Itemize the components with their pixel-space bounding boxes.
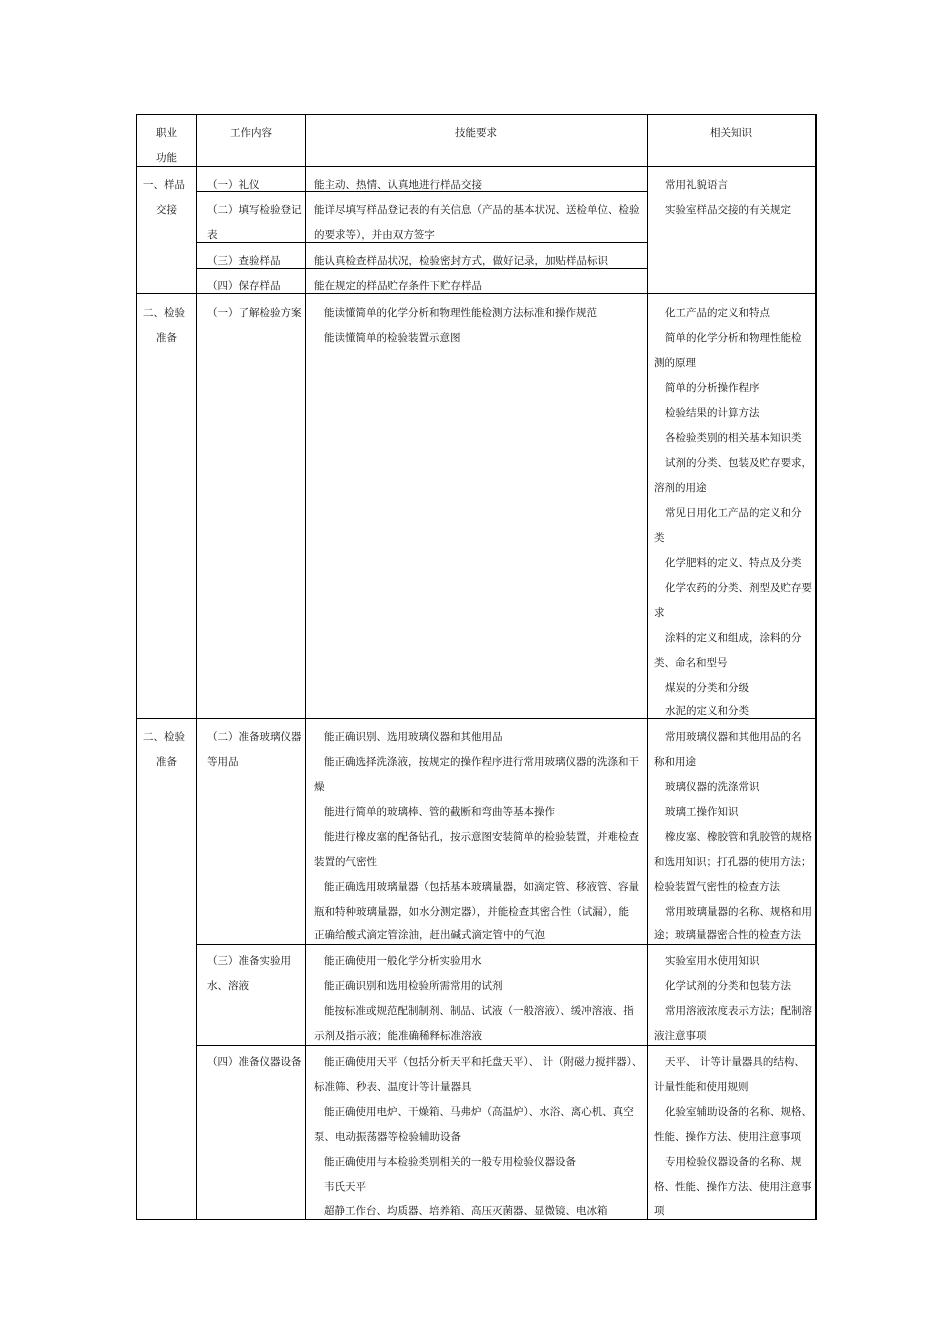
- header-function-line2: 功能: [156, 152, 177, 164]
- s1-work-item: （一）礼仪: [207, 179, 260, 191]
- header-function-line1: 职业: [156, 127, 177, 139]
- s3-r1-knowledge-line: 称和用途: [654, 756, 696, 768]
- s3-r1-knowledge-line: 常用玻璃仪器和其他用品的名: [665, 731, 802, 743]
- s2-knowledge-line: 溶剂的用途: [654, 482, 707, 494]
- skills-table: [136, 114, 817, 1220]
- s1-function-line2: 交接: [156, 204, 177, 216]
- s3-r3-knowledge-line: 专用检验仪器设备的名称、规: [665, 1156, 802, 1168]
- col-divider-2: [305, 115, 306, 1219]
- s2-function-line2: 准备: [156, 332, 177, 344]
- s3-r1-work-item: （二）准备玻璃仪器: [207, 731, 302, 743]
- s2-knowledge-line: 常见日用化工产品的定义和分: [665, 507, 802, 519]
- s1-knowledge-line: 实验室样品交接的有关规定: [665, 204, 791, 216]
- header-skill-requirements: 技能要求: [455, 127, 497, 139]
- s3-r1-knowledge-line: 和选用知识；打孔器的使用方法；: [654, 856, 812, 868]
- header-work-content: 工作内容: [230, 127, 272, 139]
- s3-r1-skill-line: 能进行橡皮塞的配备钻孔，按示意图安装简单的检验装置，并难检查: [324, 831, 639, 843]
- s1-work-item: （二）填写检验登记: [207, 204, 302, 216]
- s3-r1-skill-line: 燥: [314, 781, 325, 793]
- s3-r1-knowledge-line: 玻璃工操作知识: [665, 806, 739, 818]
- s2-knowledge-line: 类: [654, 532, 665, 544]
- s1-knowledge-line: 常用礼貌语言: [665, 179, 728, 191]
- s2-skill-line: 能读懂简单的化学分析和物理性能检测方法标准和操作规范: [324, 307, 597, 319]
- s3-r3-knowledge-line: 天平、 计等计量器具的结构、: [665, 1056, 805, 1068]
- s2-knowledge-line: 涂料的定义和组成，涂料的分: [665, 632, 802, 644]
- s3-r2-knowledge-line: 实验室用水使用知识: [665, 955, 760, 967]
- s2-knowledge-line: 试剂的分类、包装及贮存要求，: [665, 457, 812, 469]
- col-divider-3: [647, 115, 648, 1219]
- s3-r2-work-item: 水、溶液: [207, 980, 249, 992]
- s1-skill-line: 能认真检查样品状况，检验密封方式，做好记录，加贴样品标识: [314, 255, 608, 267]
- header-bottom-line: [137, 166, 815, 167]
- s2-knowledge-line: 简单的分析操作程序: [665, 382, 760, 394]
- s3-r2-knowledge-line: 化学试剂的分类和包装方法: [665, 980, 791, 992]
- s3-r1-work-item: 等用品: [207, 756, 239, 768]
- s3-r3-knowledge-line: 化验室辅助设备的名称、规格、: [665, 1106, 812, 1118]
- s3-r2-skill-line: 能按标准或规范配制制剂、制品、试液（一般溶液）、缓冲溶液、指: [324, 1005, 634, 1017]
- s3-r3-knowledge-line: 性能、操作方法、使用注意事项: [654, 1131, 801, 1143]
- s1-skill-line: 能在规定的样品贮存条件下贮存样品: [314, 280, 482, 292]
- s2-knowledge-line: 化学肥料的定义、特点及分类: [665, 557, 802, 569]
- s3-r2-skill-line: 能正确使用一般化学分析实验用水: [324, 955, 482, 967]
- s3-r1-skill-line: 能正确识别、选用玻璃仪器和其他用品: [324, 731, 503, 743]
- s1-skill-line: 能详尽填写样品登记表的有关信息（产品的基本状况、送检单位、检验: [314, 204, 640, 216]
- s3-r1-skill-line: 能正确选择洗涤液，按规定的操作程序进行常用玻璃仪器的洗涤和干: [324, 756, 639, 768]
- s3-r3-skill-line: 能正确使用天平（包括分析天平和托盘天平）、 计（附磁力搅拌器）、: [324, 1056, 643, 1068]
- s3-r1-knowledge-line: 玻璃仪器的洗涤常识: [665, 781, 760, 793]
- s3-function-line2: 准备: [156, 756, 177, 768]
- s3-r2-knowledge-line: 常用溶液浓度表示方法；配制溶: [665, 1005, 812, 1017]
- s3-r1-skill-line: 能正确选用玻璃量器（包括基本玻璃量器，如滴定管、移液管、容量: [324, 881, 639, 893]
- s1-function-line1: 一、样品: [143, 179, 185, 191]
- s2-knowledge-line: 简单的化学分析和物理性能检: [665, 332, 802, 344]
- s3-r1-knowledge-line: 常用玻璃量器的名称、规格和用: [665, 906, 812, 918]
- s1-work-item: （四）保存样品: [207, 280, 281, 292]
- s3-r1-skill-line: 正确给酸式滴定管涂油，赶出碱式滴定管中的气泡: [314, 929, 545, 941]
- col-divider-1: [196, 115, 197, 1219]
- s3-r3-skill-line: 泵、电动振荡器等检验辅助设备: [314, 1131, 461, 1143]
- s2-knowledge-line: 煤炭的分类和分级: [665, 682, 749, 694]
- s2-knowledge-line: 化工产品的定义和特点: [665, 307, 770, 319]
- s3-r3-skill-line: 能正确使用与本检验类别相关的一般专用检验仪器设备: [324, 1156, 576, 1168]
- s3-r1-knowledge-line: 橡皮塞、橡胶管和乳胶管的规格: [665, 831, 812, 843]
- s3-r1-knowledge-line: 检验装置气密性的检查方法: [654, 881, 780, 893]
- s2-work-item: （一）了解检验方案: [207, 307, 302, 319]
- s2-knowledge-line: 求: [654, 607, 665, 619]
- s2-knowledge-line: 化学农药的分类、剂型及贮存要: [665, 582, 812, 594]
- s3-r1-skill-line: 瓶和特种玻璃量器，如水分测定器），并能检查其密合性（试漏），能: [314, 906, 629, 918]
- header-related-knowledge: 相关知识: [710, 127, 752, 139]
- s1-work-item: 表: [207, 229, 218, 241]
- s3-r3-knowledge-line: 计量性能和使用规则: [654, 1081, 749, 1093]
- s2-knowledge-line: 各检验类别的相关基本知识类: [665, 432, 802, 444]
- s3-r3-skill-line: 能正确使用电炉、干燥箱、马弗炉（高温炉）、水浴、离心机、真空: [324, 1106, 634, 1118]
- s3-r2-knowledge-line: 液注意事项: [654, 1030, 707, 1042]
- s3-r2-skill-line: 能正确识别和选用检验所需常用的试剂: [324, 980, 503, 992]
- s3-r1-skill-line: 能进行简单的玻璃棒、管的截断和弯曲等基本操作: [324, 806, 555, 818]
- s3-r3-knowledge-line: 项: [654, 1205, 665, 1217]
- s3-r2-skill-line: 示剂及指示液；能准确稀释标准溶液: [314, 1030, 482, 1042]
- s3-r1-skill-line: 装置的气密性: [314, 856, 377, 868]
- s3-r3-skill-line: 标准筛、秒表、温度计等计量器具: [314, 1081, 472, 1093]
- s3-function-line1: 二、检验: [143, 731, 185, 743]
- s2-knowledge-line: 测的原理: [654, 357, 696, 369]
- s2-knowledge-line: 水泥的定义和分类: [665, 705, 749, 717]
- s2-function-line1: 二、检验: [143, 307, 185, 319]
- s3-r3-skill-line: 韦氏天平: [324, 1181, 366, 1193]
- s3-row-line-2: [196, 1045, 815, 1046]
- s2-knowledge-line: 类、命名和型号: [654, 657, 728, 669]
- s3-r1-knowledge-line: 途；玻璃量器密合性的检查方法: [654, 929, 801, 941]
- s2-knowledge-line: 检验结果的计算方法: [665, 407, 760, 419]
- s3-r2-work-item: （三）准备实验用: [207, 955, 291, 967]
- s1-work-item: （三）查验样品: [207, 255, 281, 267]
- s3-r3-knowledge-line: 格、性能、操作方法、使用注意事: [654, 1181, 812, 1193]
- s1-skill-line: 的要求等），并由双方签字: [314, 229, 435, 241]
- s2-skill-line: 能读懂简单的检验装置示意图: [324, 332, 461, 344]
- s1-skill-line: 能主动、热情、认真地进行样品交接: [314, 179, 482, 191]
- s3-r3-work-item: （四）准备仪器设备: [207, 1056, 302, 1068]
- s3-r3-skill-line: 超静工作台、均质器、培养箱、高压灭菌器、显微镜、电冰箱: [324, 1205, 608, 1217]
